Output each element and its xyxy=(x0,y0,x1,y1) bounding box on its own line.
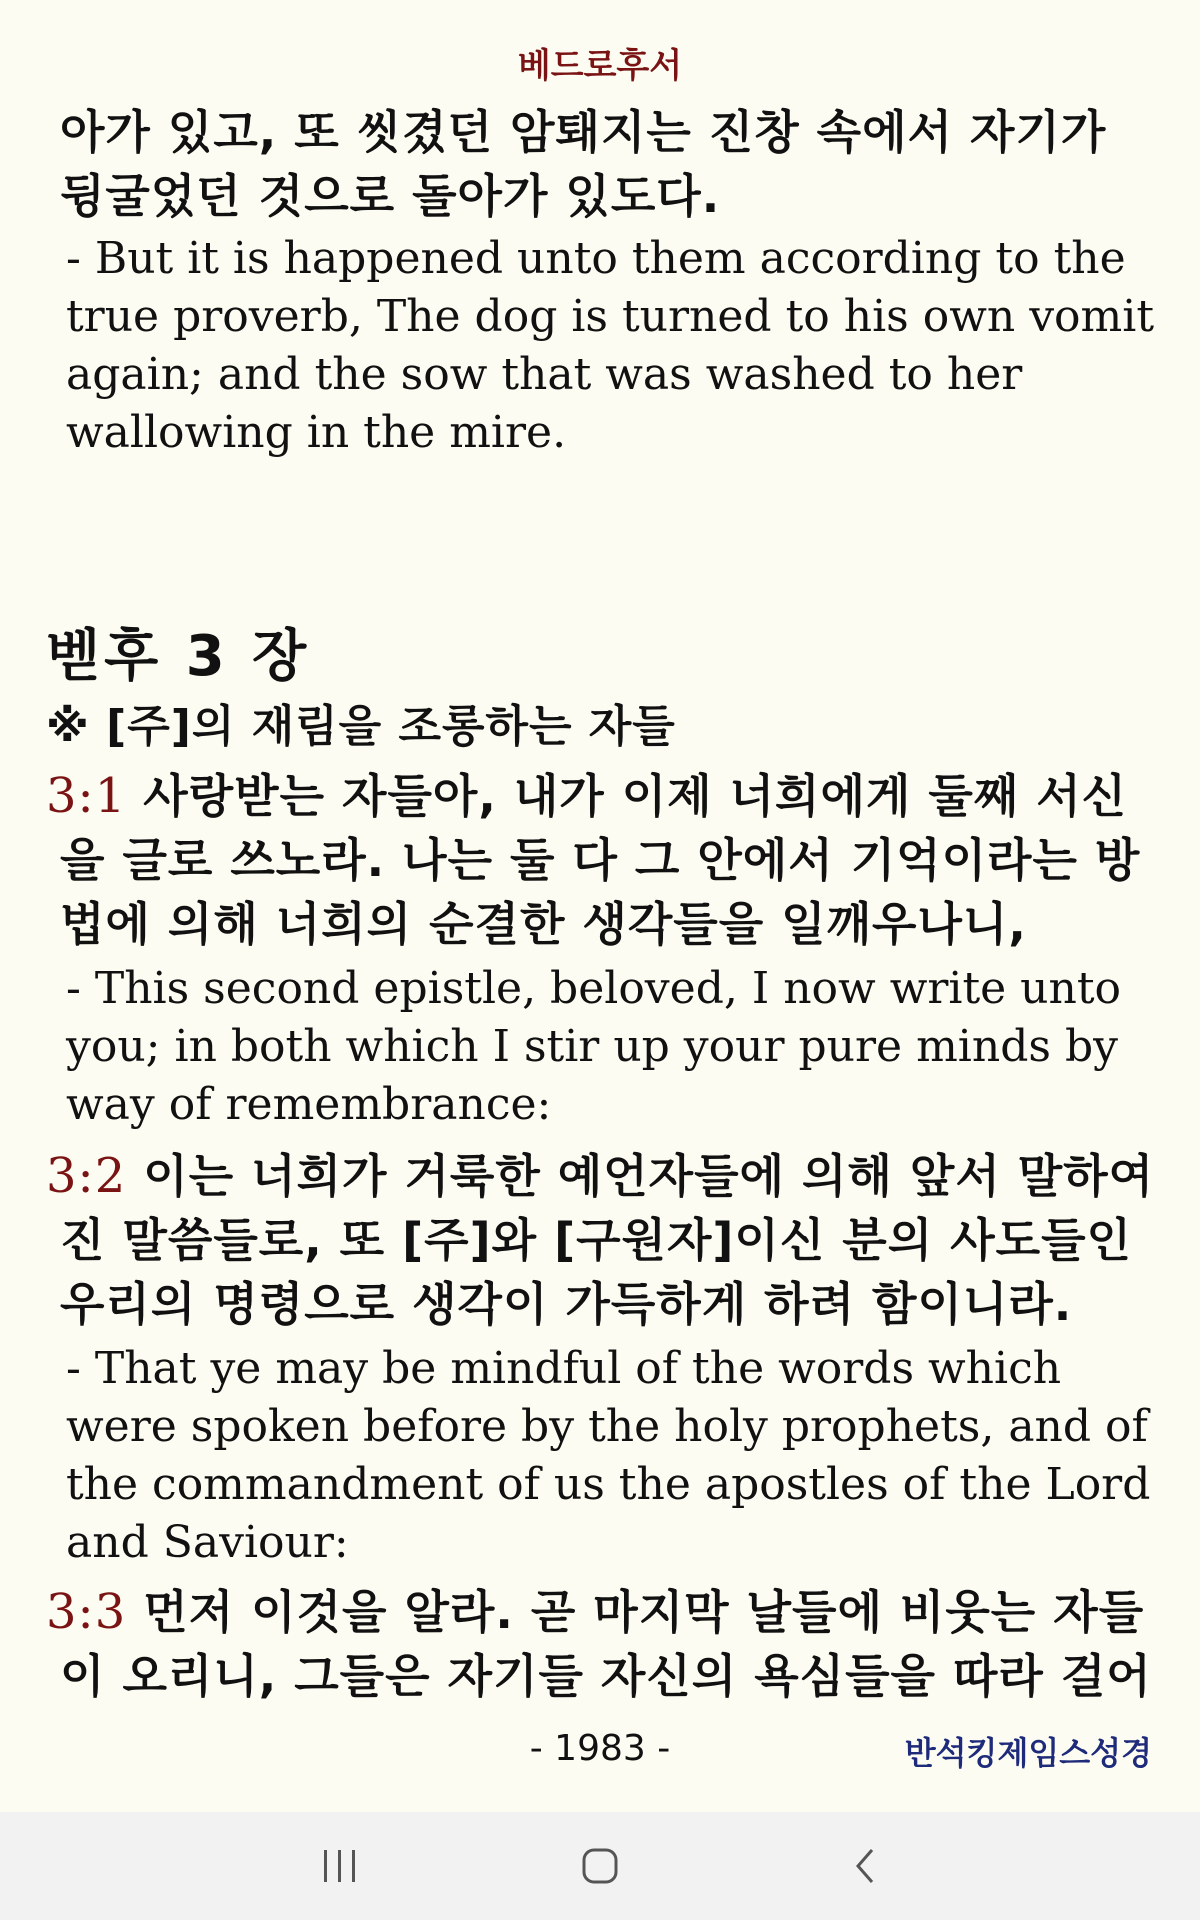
verse-number: 3:2 xyxy=(46,1148,127,1204)
text-line: 이 오리니, 그들은 자기들 자신의 욕심들을 따라 걸어 xyxy=(60,1649,1152,1703)
page-number: - 1983 - xyxy=(529,1728,671,1769)
home-button[interactable] xyxy=(550,1836,650,1896)
text-line: and Saviour: xyxy=(66,1517,349,1568)
text-line: 3:3 먼저 이것을 알라. 곧 마지막 날들에 비웃는 자들 xyxy=(46,1584,1145,1640)
text-line: 우리의 명령으로 생각이 가득하게 하려 함이니라. xyxy=(60,1277,1073,1331)
verse-number: 3:1 xyxy=(46,768,127,824)
verse-3-2-english[interactable] xyxy=(66,1340,1166,1572)
text-line: the commandment of us the apostles of the Lord xyxy=(66,1459,1151,1510)
home-icon xyxy=(580,1846,620,1886)
chapter-heading: 벧후 3 장 xyxy=(46,624,311,689)
text-line: were spoken before by the holy prophets, and of xyxy=(66,1401,1148,1452)
bible-brand-label: 반석킹제임스성경 xyxy=(904,1734,1152,1772)
prev-verse-english xyxy=(66,230,1166,462)
verse-3-1-english[interactable] xyxy=(66,960,1166,1134)
text-line: 뒹굴었던 것으로 돌아가 있도다. xyxy=(60,169,721,223)
text-line: - That ye may be mindful of the words which xyxy=(66,1343,1062,1394)
text-line: 을 글로 쓰노라. 나는 둘 다 그 안에서 기억이라는 방 xyxy=(60,833,1141,887)
text-line: you; in both which I stir up your pure minds by xyxy=(66,1021,1118,1072)
verse-3-3-korean[interactable] xyxy=(46,1580,1152,1708)
recent-apps-button[interactable] xyxy=(290,1836,390,1896)
text-line: - This second epistle, beloved, I now write unto xyxy=(66,963,1122,1014)
back-icon xyxy=(850,1846,880,1886)
text-line: 아가 있고, 또 씻겼던 암퇘지는 진창 속에서 자기가 xyxy=(60,105,1107,159)
section-heading: ※ [주]의 재림을 조롱하는 자들 xyxy=(46,701,676,752)
text-line: again; and the sow that was washed to her xyxy=(66,349,1023,400)
back-button[interactable] xyxy=(815,1836,915,1896)
text-line: 3:1 사랑받는 자들아, 내가 이제 너희에게 둘째 서신 xyxy=(46,768,1128,824)
recent-apps-icon xyxy=(320,1848,360,1884)
text-line: - But it is happened unto them according to the xyxy=(66,233,1126,284)
text-line: wallowing in the mire. xyxy=(66,407,567,458)
text-line: 법에 의해 너희의 순결한 생각들을 일깨우나니, xyxy=(60,897,1027,951)
text-line: true proverb, The dog is turned to his own vomit xyxy=(66,291,1155,342)
text-line: way of remembrance: xyxy=(66,1079,552,1130)
book-title: 베드로후서 xyxy=(517,46,683,86)
verse-number: 3:3 xyxy=(46,1584,127,1640)
verse-3-2-korean[interactable] xyxy=(46,1144,1155,1336)
verse-3-1-korean[interactable] xyxy=(46,764,1146,956)
prev-verse-korean xyxy=(60,100,1160,228)
system-nav-bar xyxy=(0,1812,1200,1920)
text-line: 진 말씀들로, 또 [주]와 [구원자]이신 분의 사도들인 xyxy=(60,1213,1132,1267)
text-line: 3:2 이는 너희가 거룩한 예언자들에 의해 앞서 말하여 xyxy=(46,1148,1155,1204)
